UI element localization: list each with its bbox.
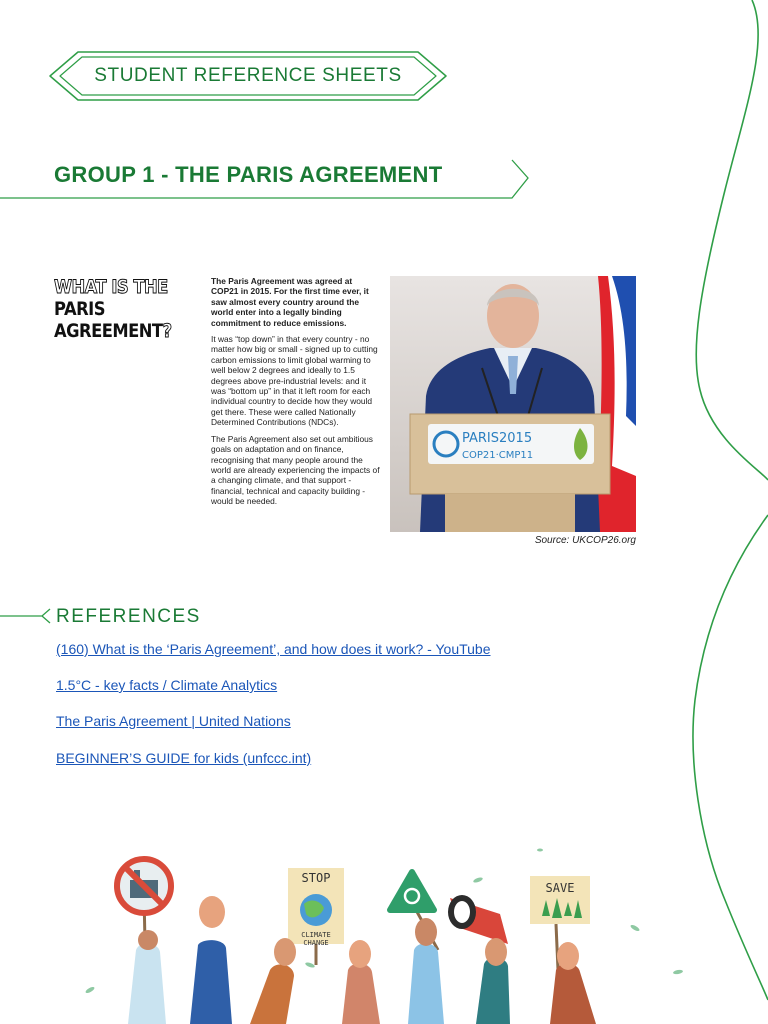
megaphone-icon <box>448 895 508 944</box>
podium-subtitle: COP21·CMP11 <box>462 450 534 461</box>
heading-bold-part: PARIS <box>54 298 105 320</box>
section-heading <box>54 276 183 342</box>
podium-title: PARIS2015 <box>462 431 533 446</box>
header-title: STUDENT REFERENCE SHEETS <box>94 65 402 86</box>
references-divider <box>0 606 60 626</box>
heading-question-mark: ? <box>162 320 172 342</box>
climate-protest-illustration <box>80 840 700 1024</box>
speaker-photo <box>390 276 636 532</box>
sign-change-text: CHANGE <box>303 939 329 947</box>
photo-caption: Source: UKCOP26.org <box>534 535 636 546</box>
body-text <box>211 276 381 513</box>
heading-outline-part: WHAT IS THE <box>54 276 168 298</box>
stop-climate-change-sign <box>288 868 344 965</box>
reference-link[interactable]: (160) What is the ‘Paris Agreement’, and how does it work? - YouTube <box>56 641 491 657</box>
lead-paragraph: The Paris Agreement was agreed at COP21 in 2015. For the first time ever, it saw almost every country around the world enter into a legally binding commitment to reduce emissions. <box>211 276 369 328</box>
sign-climate-text: CLIMATE <box>301 931 331 939</box>
paragraph-2: It was “top down” in that every country - no matter how big or small - signed up to cutting carbon emissions to limit global warming to well below 2 degrees and ideally to 1.5 degrees above pre-industrial levels: and it was “bottom up” in that it left room for each individual country to decide how they would get there. These were called Nationally Determined Contributions (NDCs). <box>211 334 378 428</box>
paragraph-3: The Paris Agreement also set out ambitious goals on adaptation and on finance, recognising that many people around the world are already experiencing the impacts of a changing climate, and that support - financial, technical and capacity building - would be needed. <box>211 433 380 507</box>
reference-link[interactable]: BEGINNER’S GUIDE for kids (unfccc.int) <box>56 750 312 766</box>
references-title: REFERENCES <box>56 606 201 627</box>
page-title: GROUP 1 - THE PARIS AGREEMENT <box>54 162 443 187</box>
sign-stop-text: STOP <box>301 871 331 885</box>
reference-link[interactable]: The Paris Agreement | United Nations <box>56 713 291 729</box>
sign-save-text: SAVE <box>545 881 575 895</box>
reference-link[interactable]: 1.5°C - key facts / Climate Analytics <box>56 677 278 693</box>
heading-line2-bold: AGREEMENT <box>54 320 163 342</box>
